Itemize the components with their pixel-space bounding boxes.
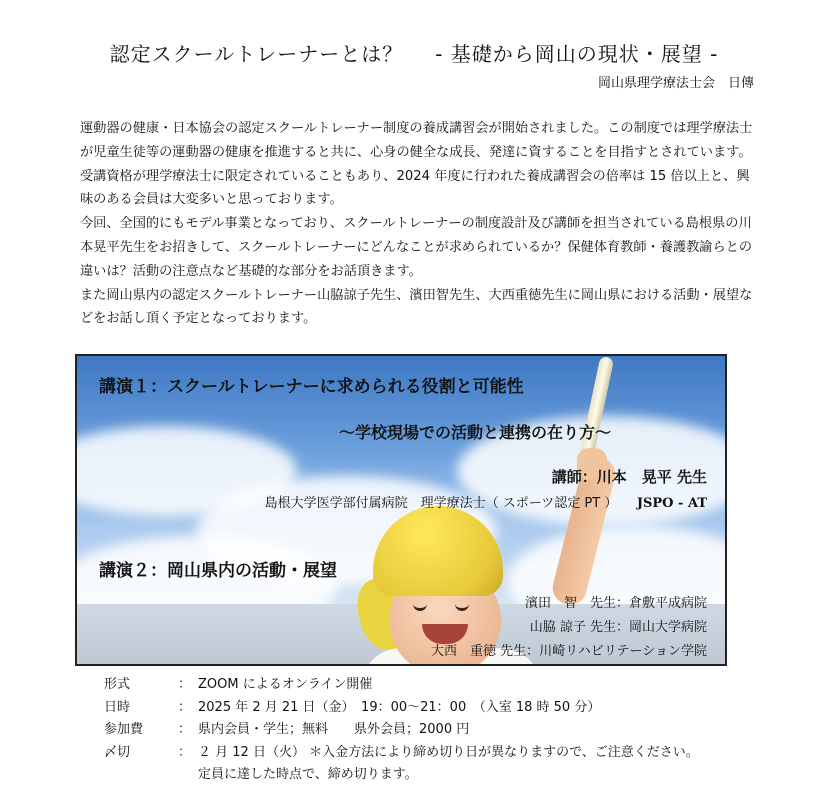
lecture-banner-photo <box>75 354 727 666</box>
intro-paragraph: 運動器の健康・日本協会の認定スクールトレーナー制度の養成講習会が開始されました。この制度では理学療法士が児童生徒等の運動器の健康を推進すると共に、心身の健全な成長、発達に資することを目指すとされています。 <box>80 121 753 160</box>
affiliation-text: 島根大学医学部付属病院 理学療法士（ スポーツ認定 PT ） <box>264 496 611 511</box>
event-details <box>104 674 699 787</box>
lecture1-subheading: ～学校現場での活動と連携の在り方～ <box>339 423 612 442</box>
detail-value: ２ 月 12 日（火） ＊入金方法により締め切り日が異なりますので、ご注意ください。 <box>198 744 699 760</box>
intro-paragraph: 今回、全国的にもモデル事業となっており、スクールトレーナーの制度設計及び講師を担当されている島根県の川本晃平先生をお招きして、スクールトレーナーにどんなことが求められているか？保健体育教師・養護教諭らとの違いは？活動の注意点など基礎的な部分をお話頂きます。 <box>80 216 753 279</box>
detail-value: 2025 年 2 月 21 日（金） 19：00～21：00 （入室 18 時 50 分） <box>198 699 601 715</box>
detail-colon: ： <box>178 699 192 715</box>
lecture2-speaker: 大西 重徳 先生：川崎リハビリテーション学院 <box>431 644 707 659</box>
detail-value: ZOOM によるオンライン開催 <box>198 677 373 692</box>
detail-row-datetime <box>104 697 699 720</box>
detail-label: 参加費 <box>104 722 144 737</box>
detail-colon: ： <box>178 677 192 692</box>
detail-row-format <box>104 674 699 697</box>
lecture2-heading: 講演２：岡山県内の活動・展望 <box>99 561 337 581</box>
intro-paragraph: 受講資格が理学療法士に限定されていることもあり、2024 年度に行われた養成講習会の倍率は 15 倍以上と、興味のある会員は大変多いと思っております。 <box>80 168 750 208</box>
detail-label: 形式 <box>104 677 131 692</box>
lecture1-speaker: 講師：川本 晃平 先生 <box>551 468 707 486</box>
detail-note: 定員に達した時点で、締め切ります。 <box>198 767 418 782</box>
detail-colon: ： <box>178 722 192 737</box>
detail-row-deadline <box>104 742 699 765</box>
document-title <box>0 38 828 67</box>
detail-colon: ： <box>178 744 192 760</box>
title-main: 認定スクールトレーナーとは？ <box>109 42 404 66</box>
detail-value: 県内会員・学生；無料 県外会員；2000 円 <box>198 722 470 737</box>
detail-row-fee <box>104 719 699 742</box>
intro-paragraph: また岡山県内の認定スクールトレーナー山脇諒子先生、濱田智先生、大西重徳先生に岡山県における活動・展望などをお話し頂く予定となっております。 <box>80 287 753 327</box>
lecture1-affiliation <box>265 492 707 511</box>
title-sub: - 基礎から岡山の現状・展望 - <box>435 42 719 66</box>
intro-text <box>80 117 760 331</box>
lecture2-speaker: 山脇 諒子 先生：岡山大学病院 <box>529 620 707 635</box>
detail-label: 〆切 <box>104 744 131 760</box>
credential-text: JSPO - AT <box>636 496 707 511</box>
lecture1-heading: 講演１：スクールトレーナーに求められる役割と可能性 <box>99 377 524 397</box>
detail-label: 日時 <box>104 699 131 715</box>
author: 岡山県理学療法士会 日傳 <box>597 76 754 91</box>
lecture2-speaker: 濱田 智 先生：倉敷平成病院 <box>524 596 707 611</box>
